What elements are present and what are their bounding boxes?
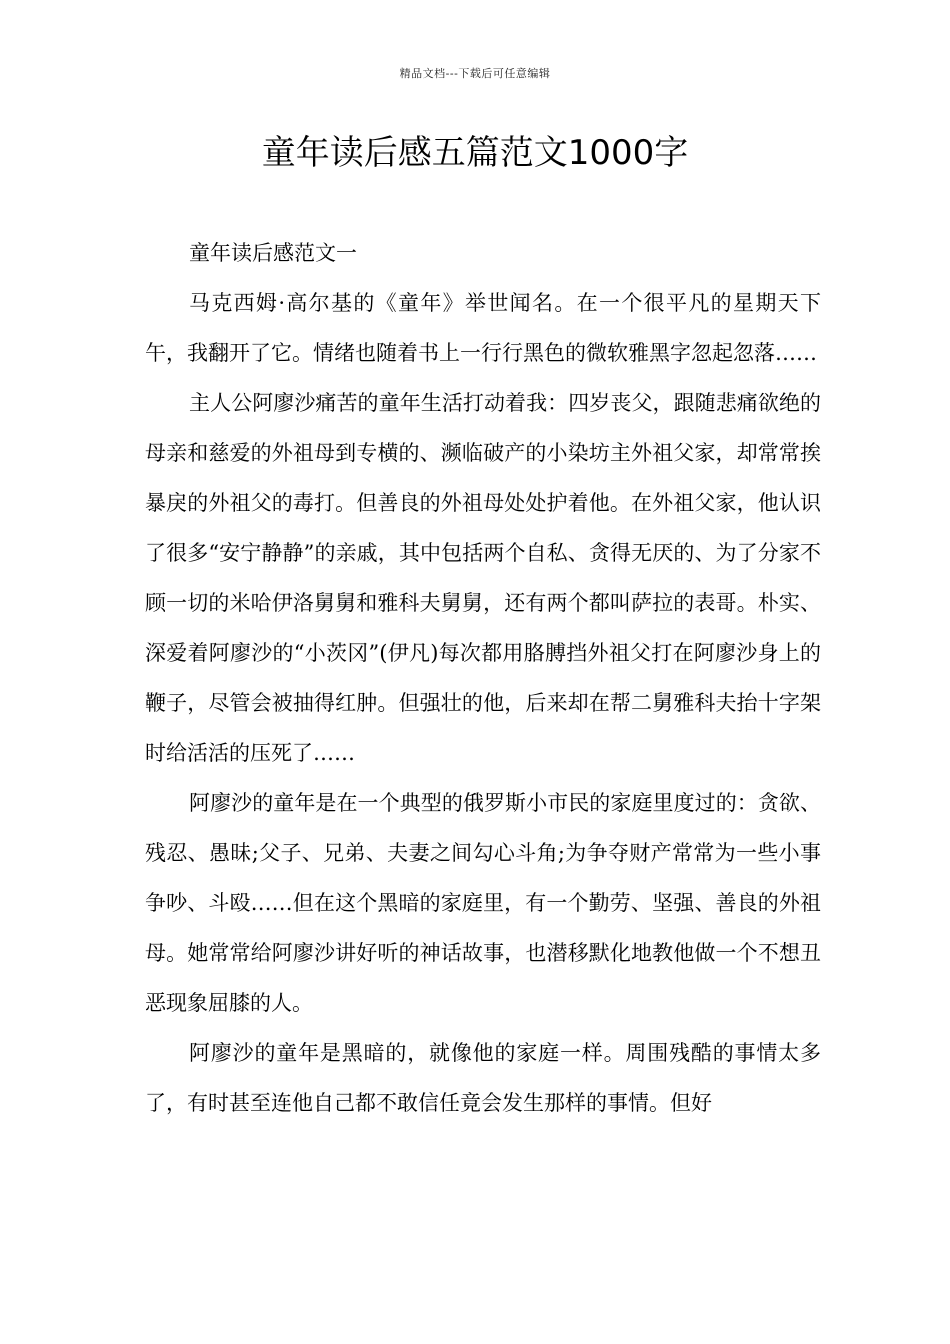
document-body [145,228,821,1128]
paragraph: 阿廖沙的童年是在一个典型的俄罗斯小市民的家庭里度过的：贪欲、残忍、愚昧;父子、兄弟、夫妻之间勾心斗角;为争夺财产常常为一些小事争吵、斗殴……但在这个黑暗的家庭里，有一个勤劳、坚强、善良的外祖母。她常常给阿廖沙讲好听的神话故事，也潜移默化地教他做一个不想丑恶现象屈膝的人。 [145,791,821,1015]
paragraph: 主人公阿廖沙痛苦的童年生活打动着我：四岁丧父，跟随悲痛欲绝的母亲和慈爱的外祖母到专横的、濒临破产的小染坊主外祖父家，却常常挨暴戾的外祖父的毒打。但善良的外祖母处处护着他。在外祖父家，他认识了很多“安宁静静”的亲戚，其中包括两个自私、贪得无厌的、为了分家不顾一切的米哈伊洛舅舅和雅科夫舅舅，还有两个都叫萨拉的表哥。朴实、深爱着阿廖沙的“小茨冈”(伊凡)每次都用胳膊挡外祖父打在阿廖沙身上的鞭子，尽管会被抽得红肿。但强壮的他，后来却在帮二舅雅科夫抬十字架时给活活的压死了…… [145,391,821,765]
document-title: 童年读后感五篇范文1000字 [261,133,689,173]
paragraph: 阿廖沙的童年是黑暗的，就像他的家庭一样。周围残酷的事情太多了，有时甚至连他自己都不敢信任竟会发生那样的事情。但好 [145,1041,821,1115]
section-heading: 童年读后感范文一 [189,241,357,265]
paragraph: 马克西姆·高尔基的《童年》举世闻名。在一个很平凡的星期天下午，我翻开了它。情绪也随着书上一行行黑色的微软雅黑字忽起忽落…… [145,291,821,365]
header-note: 精品文档---下载后可任意编辑 [399,67,551,80]
